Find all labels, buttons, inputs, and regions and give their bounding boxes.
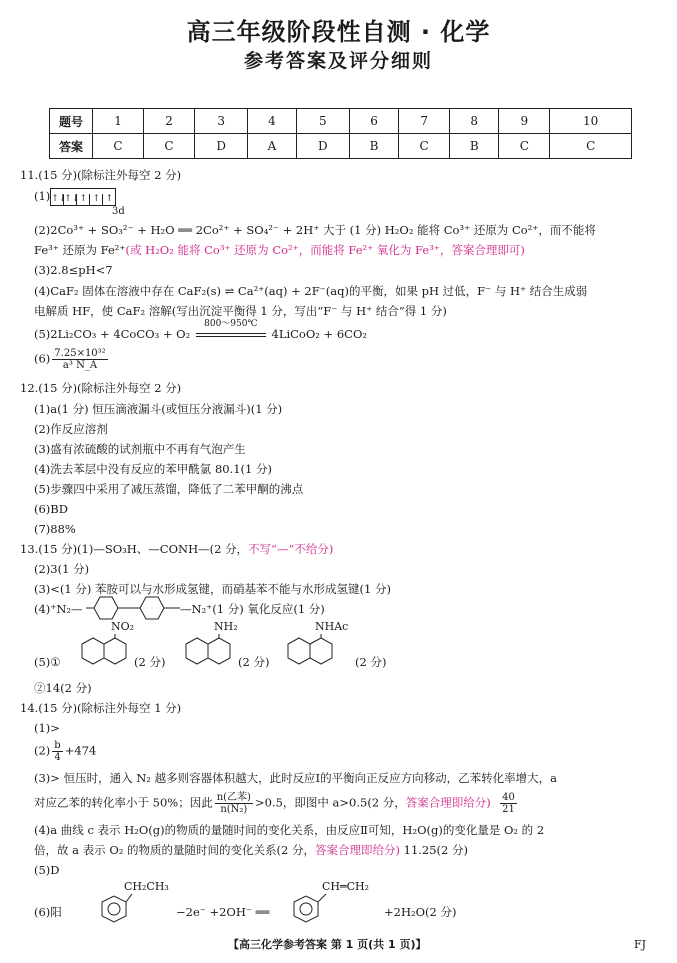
q12-part7: (7)88% bbox=[34, 522, 76, 536]
table-row-numbers bbox=[50, 109, 632, 134]
answer-cell: C bbox=[93, 134, 144, 159]
q11-p2b-text: Fe³⁺ 还原为 Fe²⁺ bbox=[34, 243, 126, 257]
q13-part2: (2)3(1 分) bbox=[34, 562, 90, 576]
q13-part4-post: —N₂⁺(1 分) 氧化反应(1 分) bbox=[180, 602, 325, 616]
q14-part2 bbox=[34, 740, 96, 763]
q13-part4-pre: (4)⁺N₂— bbox=[34, 602, 83, 616]
q12-part3: (3)盛有浓硫酸的试剂瓶中不再有气泡产生 bbox=[34, 442, 246, 456]
q12-part6: (6)BD bbox=[34, 502, 68, 516]
orbital-box: ↑ bbox=[105, 194, 114, 204]
table-row-answers bbox=[50, 134, 632, 159]
q11-part1 bbox=[34, 188, 116, 206]
q14-part6-mid: −2e⁻ +2OH⁻ ══ bbox=[176, 905, 270, 919]
fraction-num: n(乙苯) bbox=[216, 792, 251, 803]
q11-part3: (3)2.8≤pH<7 bbox=[34, 263, 113, 277]
question-number-cell: 5 bbox=[296, 109, 349, 134]
q14-p4b-pre: 倍，故 a 表示 O₂ 的物质的量随时间的变化关系(2 分， bbox=[34, 843, 315, 857]
question-number-cell: 2 bbox=[144, 109, 195, 134]
question-number-cell: 9 bbox=[499, 109, 550, 134]
q14-part4-line1: (4)a 曲线 c 表示 H₂O(g)的物质的量随时间的变化关系，由反应Ⅱ可知，H₂O(g)的变化量是 O₂ 的 2 bbox=[34, 823, 545, 837]
nitronaphthalene-structure bbox=[68, 634, 132, 672]
ethyl-label: CH₂CH₃ bbox=[124, 880, 169, 893]
q13-head-note: 不写“—”不给分) bbox=[248, 542, 334, 556]
q14-part1: (1)> bbox=[34, 721, 60, 735]
answer-cell: B bbox=[450, 134, 499, 159]
q14-p4b-post: 11.25(2 分) bbox=[399, 843, 469, 857]
question-number-cell: 4 bbox=[248, 109, 296, 134]
question-number-cell: 6 bbox=[349, 109, 398, 134]
answer-cell: C bbox=[550, 134, 632, 159]
acetamidonaphthalene-structure bbox=[274, 634, 338, 672]
answer-cell: C bbox=[144, 134, 195, 159]
fraction bbox=[52, 348, 107, 371]
answer-table bbox=[49, 108, 632, 159]
question-number-cell: 7 bbox=[399, 109, 450, 134]
q11-part4-line2: 电解质 HF，使 CaF₂ 溶解(写出沉淀平衡得 1 分，写出“F⁻ 与 H⁺ 结合”得 1 分) bbox=[34, 304, 447, 318]
fraction bbox=[215, 792, 253, 815]
answer-cell: D bbox=[195, 134, 248, 159]
fraction-num: 7.25×10³² bbox=[54, 348, 106, 359]
answer-cell: C bbox=[499, 134, 550, 159]
fraction-den: 21 bbox=[502, 804, 515, 815]
row-label: 题号 bbox=[50, 109, 93, 134]
fraction bbox=[52, 740, 62, 763]
ethylbenzene-structure bbox=[92, 890, 136, 930]
page-title: 高三年级阶段性自测 · 化学 bbox=[186, 18, 491, 46]
q14-part6-post: +2H₂O(2 分) bbox=[384, 905, 457, 919]
fraction-den: a³ N_A bbox=[62, 360, 98, 371]
fraction-den: n(N₂) bbox=[220, 804, 248, 815]
q14-p3b-note: 答案合理即给分) bbox=[405, 795, 491, 810]
q14-p2-suffix: +474 bbox=[64, 743, 97, 758]
orbital-label: 3d bbox=[112, 206, 125, 217]
q13-head-text: 13.(15 分)(1)—SO₃H、—CONH—(2 分， bbox=[20, 542, 249, 556]
question-number-cell: 3 bbox=[195, 109, 248, 134]
q11-p1-prefix: (1) bbox=[34, 189, 51, 203]
q11-part2-line1: (2)2Co³⁺ + SO₃²⁻ + H₂O ══ 2Co²⁺ + SO₄²⁻ + 2H⁺ 大于 (1 分) H₂O₂ 能将 Co³⁺ 还原为 Co²⁺，而不能将 bbox=[34, 223, 596, 237]
q13-heading bbox=[20, 541, 333, 557]
reaction-condition: 800～950℃ bbox=[204, 319, 258, 329]
fraction-den: 4 bbox=[54, 752, 61, 763]
fraction-num: 40 bbox=[502, 792, 515, 803]
q12-part2: (2)作反应溶剂 bbox=[34, 422, 108, 436]
vinyl-label: CH═CH₂ bbox=[322, 880, 370, 893]
q14-part5: (5)D bbox=[34, 863, 60, 877]
q14-part4-line2 bbox=[34, 842, 468, 858]
q13-part5-pre: (5)① bbox=[34, 655, 61, 669]
q12-part1: (1)a(1 分) 恒压滴液漏斗(或恒压分液漏斗)(1 分) bbox=[34, 402, 283, 416]
orbital-box: ↑ bbox=[90, 194, 103, 205]
q14-heading: 14.(15 分)(除标注外每空 1 分) bbox=[20, 701, 182, 715]
q14-part3-line1: (3)> 恒压时，通入 N₂ 越多则容器体积越大，此时反应Ⅰ的平衡向正反应方向移动，乙苯转化率增大，a bbox=[34, 771, 557, 785]
q12-heading: 12.(15 分)(除标注外每空 2 分) bbox=[20, 381, 182, 395]
q11-p6-prefix: (6) bbox=[34, 351, 51, 366]
naphthylamine-structure bbox=[172, 634, 236, 672]
q11-part4-line1: (4)CaF₂ 固体在溶液中存在 CaF₂(s) ⇌ Ca²⁺(aq) + 2F⁻(aq)的平衡，如果 pH 过低，F⁻ 与 H⁺ 结合生成弱 bbox=[34, 284, 588, 298]
footer-text: 【高三化学参考答案 第 1 页(共 1 页)】 bbox=[228, 938, 427, 951]
footer-code: FJ bbox=[634, 938, 647, 951]
page-subtitle: 参考答案及评分细则 bbox=[243, 50, 433, 72]
q13-p5-score2: (2 分) bbox=[238, 655, 270, 669]
question-number-cell: 10 bbox=[550, 109, 632, 134]
q14-p2-prefix: (2) bbox=[34, 743, 51, 758]
q14-p3b-mid: >0.5，即图中 a>0.5(2 分， bbox=[254, 795, 406, 810]
fraction bbox=[500, 792, 517, 815]
q11-part5 bbox=[34, 319, 367, 342]
q14-part6-pre: (6)阳 bbox=[34, 905, 62, 919]
q11-part6 bbox=[34, 348, 110, 371]
q11-part2-line2 bbox=[34, 242, 525, 258]
orbital-box: ↑↓ bbox=[51, 194, 67, 204]
q14-p4b-note: 答案合理即给分) bbox=[314, 843, 400, 857]
reaction-arrow bbox=[194, 319, 268, 342]
answer-cell: A bbox=[248, 134, 296, 159]
q13-p5-score1: (2 分) bbox=[134, 655, 166, 669]
answer-cell: B bbox=[349, 134, 398, 159]
question-number-cell: 1 bbox=[93, 109, 144, 134]
answer-cell: D bbox=[296, 134, 349, 159]
nhac-label: NHAc bbox=[315, 620, 349, 633]
nitro-label: NO₂ bbox=[111, 620, 135, 633]
fraction-num: b bbox=[54, 740, 61, 751]
q13-part5b: ②14(2 分) bbox=[34, 681, 92, 695]
biphenyl-structure bbox=[86, 593, 182, 623]
q12-part4: (4)洗去苯层中没有反应的苯甲酰氯 80.1(1 分) bbox=[34, 462, 272, 476]
q12-part5: (5)步骤四中采用了减压蒸馏，降低了二苯甲酮的沸点 bbox=[34, 482, 304, 496]
answer-cell: C bbox=[399, 134, 450, 159]
q11-p5-reactants: (5)2Li₂CO₃ + 4CoCO₃ + O₂ bbox=[34, 327, 191, 341]
q14-p3b-pre: 对应乙苯的转化率小于 50%；因此 bbox=[34, 795, 213, 810]
orbital-box: ↑↓ bbox=[64, 194, 80, 204]
q13-p5-score3: (2 分) bbox=[355, 655, 387, 669]
question-number-cell: 8 bbox=[450, 109, 499, 134]
q11-heading: 11.(15 分)(除标注外每空 2 分) bbox=[20, 168, 182, 182]
q13-part3: (3)<(1 分) 苯胺可以与水形成氢键，而硝基苯不能与水形成氢键(1 分) bbox=[34, 582, 391, 596]
q11-p5-products: 4LiCoO₂ + 6CO₂ bbox=[271, 327, 367, 341]
amino-label: NH₂ bbox=[214, 620, 238, 633]
row-label: 答案 bbox=[50, 134, 93, 159]
q11-p2b-note: (或 H₂O₂ 能将 Co³⁺ 还原为 Co²⁺，而能将 Fe²⁺ 氧化为 Fe³⁺，答案合理即可) bbox=[125, 243, 525, 257]
orbital-diagram bbox=[50, 188, 116, 206]
orbital-box: ↑ bbox=[77, 194, 90, 205]
styrene-structure bbox=[284, 890, 332, 930]
q14-part3-line2 bbox=[34, 792, 519, 815]
